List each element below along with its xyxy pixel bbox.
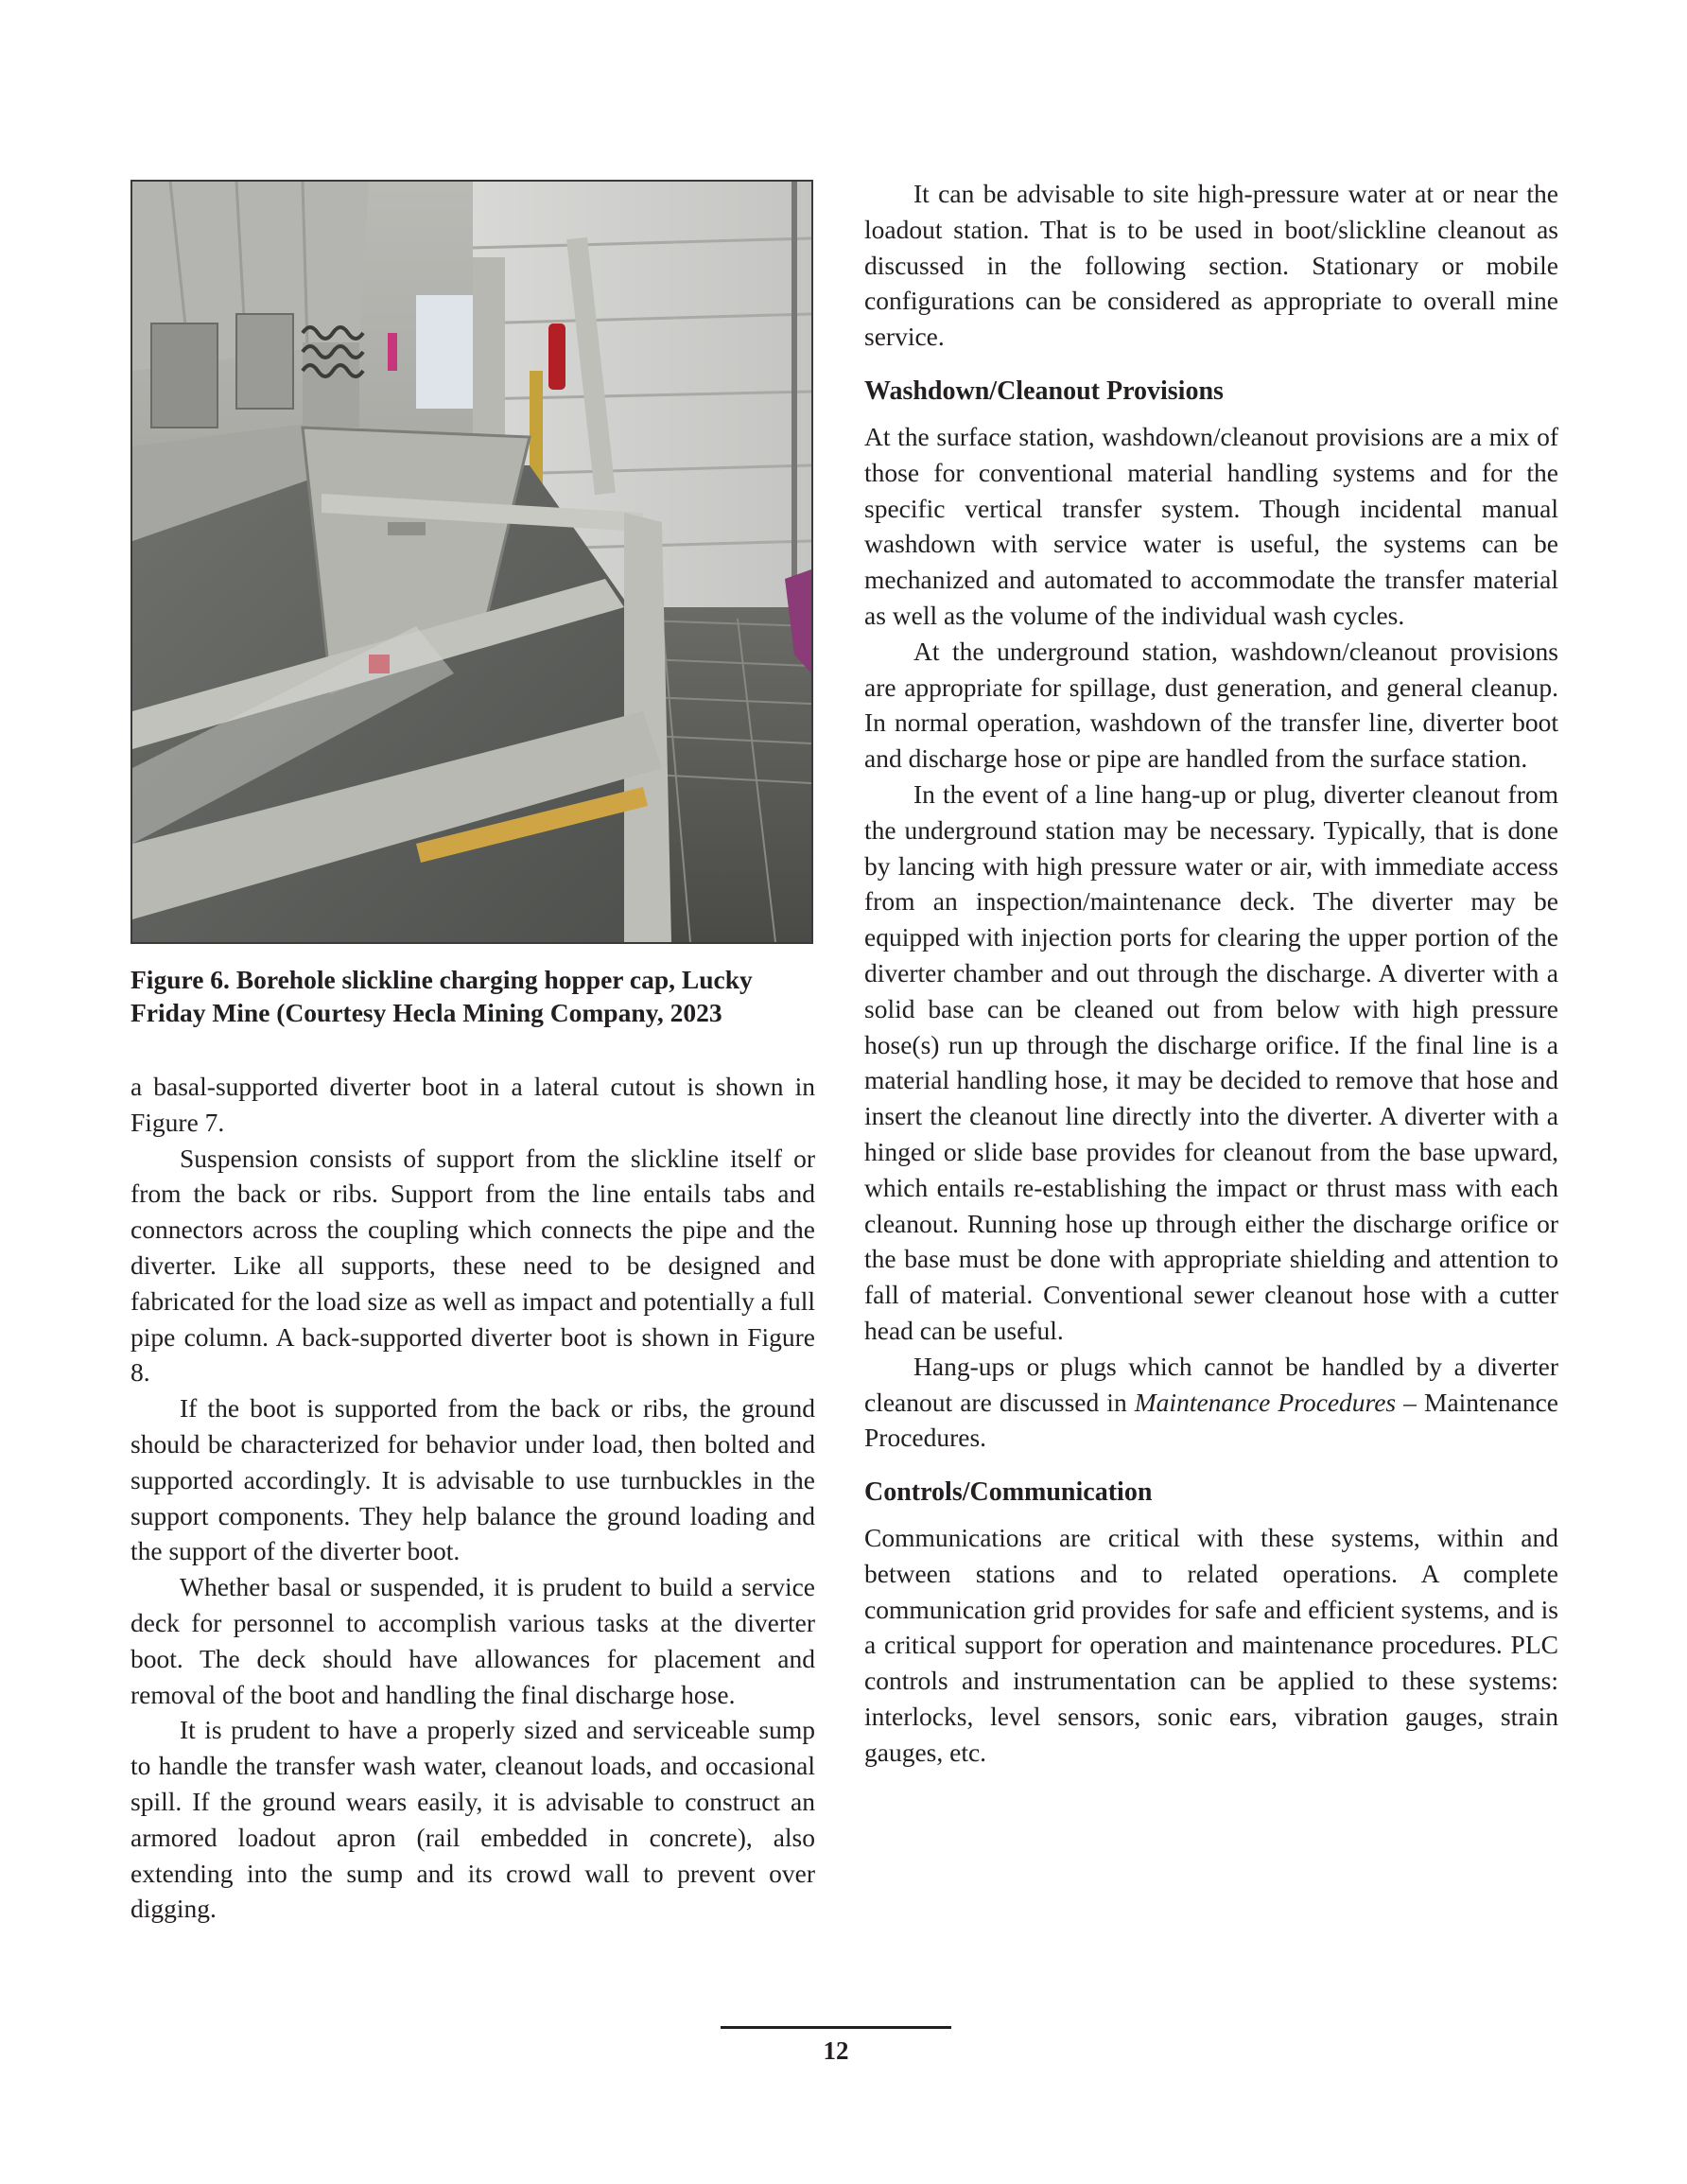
- footer-rule: [721, 2026, 951, 2029]
- figure-6-photo: [130, 180, 813, 944]
- paragraph: At the surface station, washdown/cleanout provisions are a mix of those for conventional material handling systems and for the specific vertical transfer system. Though incidental manual washdown with service water is useful, the systems can be mechanized and automated to accommodate the transfer material as well as the volume of the individual wash cycles.: [864, 421, 1558, 630]
- paragraph: Whether basal or suspended, it is prudent to build a service deck for personnel to accomplish various tasks at the diverter boot. The deck should have allowances for placement and removal of the boot and handling the final discharge hose.: [130, 1572, 815, 1709]
- hopper-photo-illustration: [132, 182, 811, 942]
- section-heading-washdown: Washdown/Cleanout Provisions: [864, 376, 1224, 406]
- paragraph: It is prudent to have a properly sized and serviceable sump to handle the transfer wash water, cleanout loads, and occasional spill. If the ground wears easily, it is advisable to construct an armored loadout apron (rail embedded in concrete), also extending into the sump and its crowd wall to prevent over digging.: [130, 1715, 815, 1924]
- paragraph: Suspension consists of support from the slickline itself or from the back or ribs. Support from the line entails tabs and connectors across the coupling which connects the pipe and the diverter. Like all supports, these need to be designed and fabricated for the load size as well as impact and potentially a full pipe column. A back-supported diverter boot is shown in Figure 8.: [130, 1143, 815, 1388]
- paragraph: If the boot is supported from the back or ribs, the ground should be characterized for behavior under load, then bolted and supported accordingly. It is advisable to use turnbuckles in the support components. They help balance the ground loading and the support of the diverter boot.: [130, 1393, 815, 1566]
- italic-reference: Maintenance Procedures: [1134, 1387, 1397, 1417]
- paragraph: It can be advisable to site high-pressure water at or near the loadout station. That is to be used in boot/slickline cleanout as discussed in the following section. Stationary or mobile configurations can be considered as appropriate to overall mine service.: [864, 179, 1558, 352]
- section-heading-controls: Controls/Communication: [864, 1477, 1153, 1508]
- text-run: Hang-ups or plugs which cannot be handled by a diverter cleanout are discussed in: [864, 1351, 1558, 1417]
- paragraph: In the event of a line hang-up or plug, diverter cleanout from the underground station may be necessary. Typically, that is done by lancing with high pressure water or air, with immediate access from an inspection/maintenance deck. The diverter may be equipped with injection ports for clearing the upper portion of the diverter chamber and out through the discharge. A diverter with a solid base can be cleaned out from below with high pressure hose(s) run up through the discharge orifice. If the final line is a material handling hose, it may be decided to remove that hose and insert the cleanout line directly into the diverter. A diverter with a hinged or slide base provides for cleanout from the base upward, which entails re-establishing the impact or thrust mass with each cleanout. Running hose up through either the discharge orifice or the base must be done with appropriate shielding and attention to fall of material. Conventional sewer cleanout hose with a cutter head can be useful.: [864, 778, 1558, 1345]
- paragraph: a basal-supported diverter boot in a lateral cutout is shown in Figure 7.: [130, 1072, 815, 1137]
- paragraph: At the underground station, washdown/cleanout provisions are appropriate for spillage, dust generation, and general cleanup. In normal operation, washdown of the transfer line, diverter boot and discharge hose or pipe are handled from the surface station.: [864, 636, 1558, 774]
- page-number: 12: [823, 2036, 849, 2065]
- text-run: – Maintenance Procedures.: [864, 1387, 1559, 1453]
- figure-caption: Figure 6. Borehole slickline charging hopper cap, Lucky Friday Mine (Courtesy Hecla Mining Company, 2023: [130, 965, 753, 1027]
- left-column: [130, 180, 815, 1927]
- right-column: [864, 176, 1558, 1771]
- paragraph: [864, 1349, 1558, 1456]
- paragraph: Communications are critical with these systems, within and between stations and to related operations. A complete communication grid provides for safe and efficient systems, and is a critical support for operation and maintenance procedures. PLC controls and instrumentation can be applied to these systems: interlocks, level sensors, sonic ears, vibration gauges, strain gauges, etc.: [864, 1523, 1558, 1767]
